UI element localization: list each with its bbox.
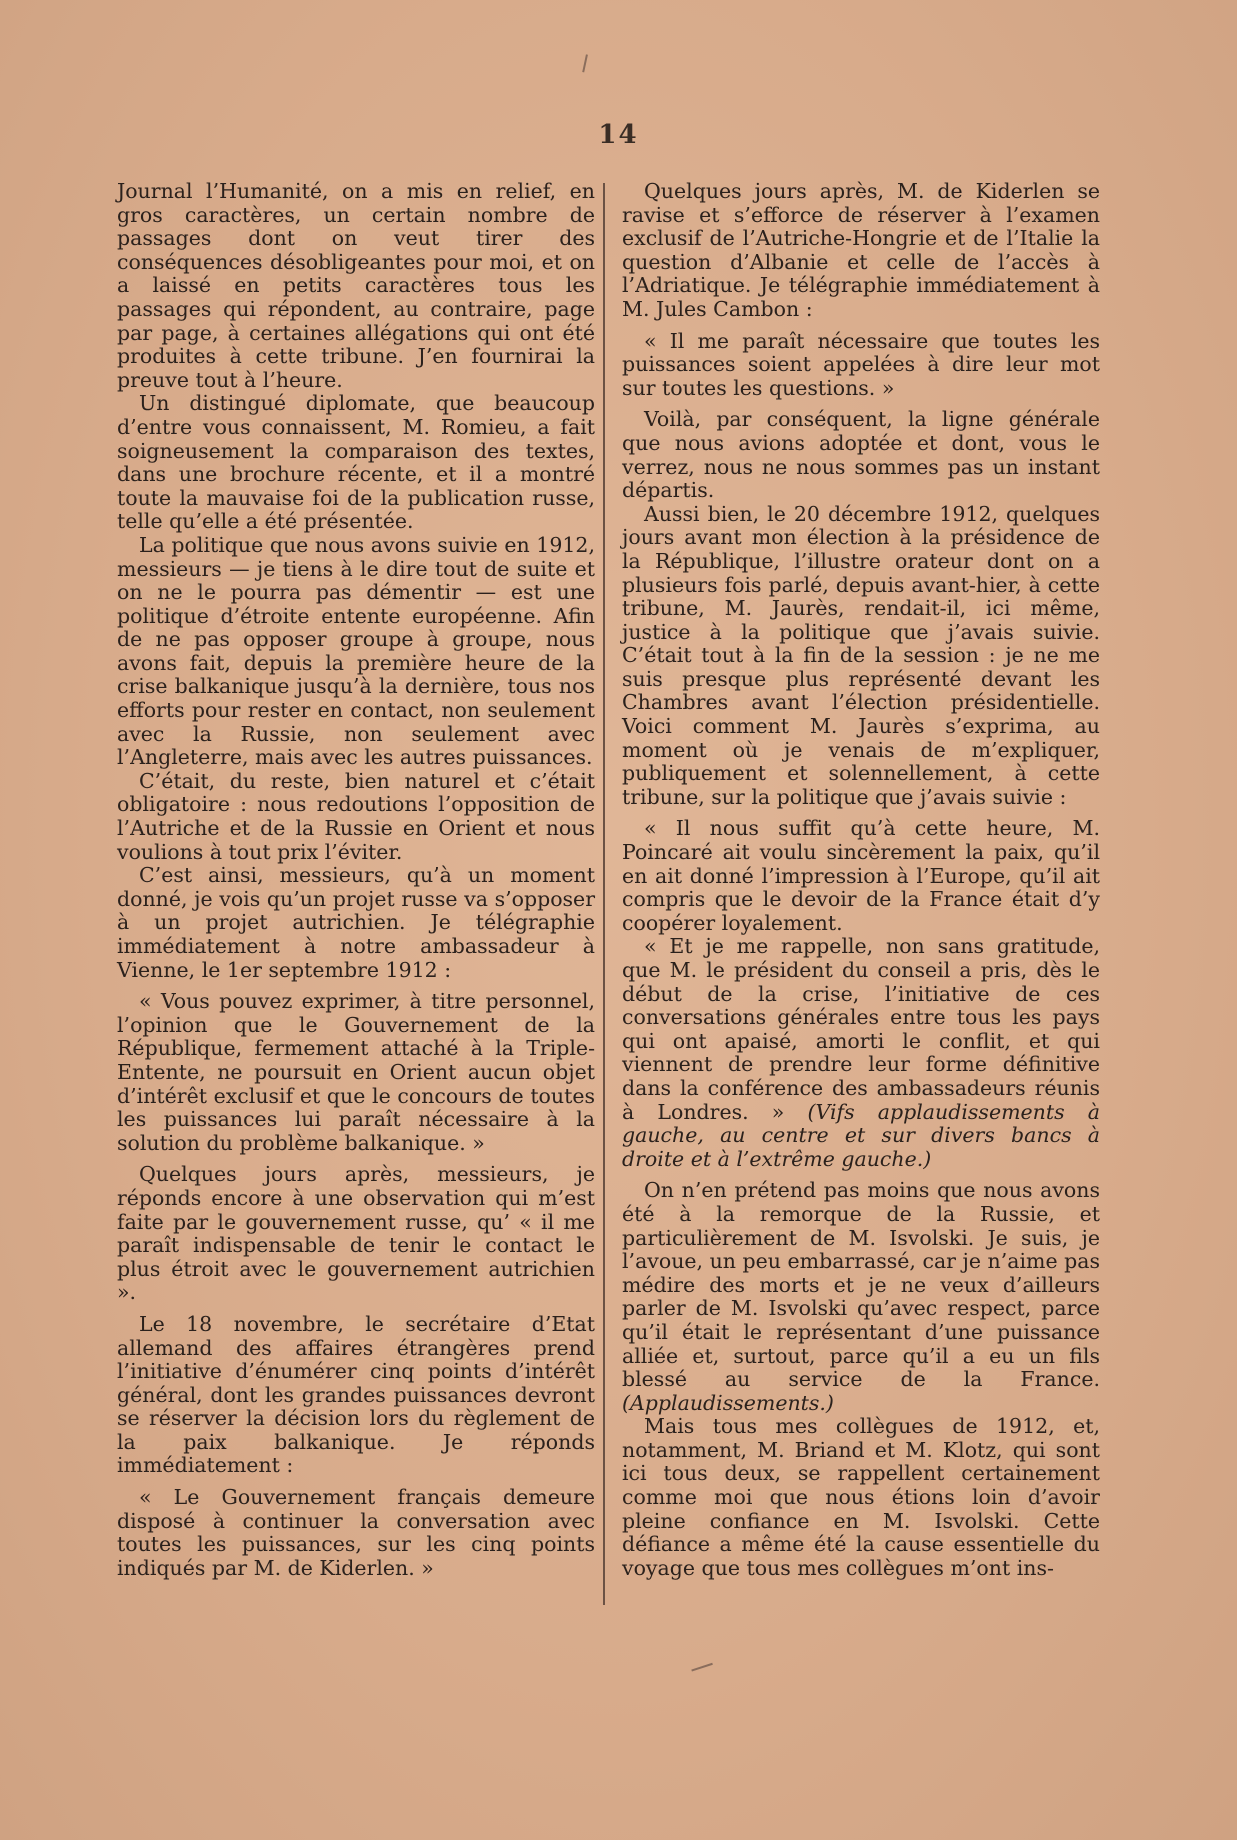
paragraph-text: Quelques jours après, messieurs, je réponds encore à une observation qui m’est faite par le gouvernement russe, qu’ « il me paraît indispensable de tenir le contact le plus étroit avec le gouvernement autrichien ». [117, 1162, 595, 1305]
paragraph [117, 392, 595, 534]
paragraph-text: Voilà, par conséquent, la ligne générale que nous avions adoptée et dont, vous le verrez, nous ne nous sommes pas un instant départis. [622, 407, 1100, 503]
paragraph [622, 408, 1100, 502]
paragraph-text: « Le Gouvernement français demeure disposé à continuer la conversation avec toutes les puissances, sur les cinq points indiqués par M. de Kiderlen. » [117, 1485, 595, 1580]
paragraph-text: Journal l’Humanité, on a mis en relief, en gros caractères, un certain nombre de passages dont on veut tirer des conséquences désobligeantes pour moi, et on a laissé en petits caractères tous les passages qui répondent, au contraire, page par page, à certaines allégations qui ont été produites à cette tribune. J’en fournirai la preuve tout à l’heure. [117, 179, 595, 392]
right-column [622, 180, 1100, 1580]
paragraph [117, 1163, 595, 1305]
paragraph [622, 817, 1100, 935]
paragraph [622, 180, 1100, 322]
paper-mark [691, 1663, 714, 1677]
applause-note: (Vifs applaudissements à gauche, au centre et sur divers bancs à droite et à l’extrême gauche.) [622, 1099, 1100, 1171]
page-number: 14 [598, 120, 639, 150]
paragraph-text: Un distingué diplomate, que beaucoup d’entre vous connaissent, M. Romieu, a fait soigneusement la comparaison des textes, dans une brochure récente, et il a montré toute la mauvaise foi de la publication russe, telle qu’elle a été présentée. [117, 391, 595, 534]
paragraph [622, 330, 1100, 401]
paragraph-text: Aussi bien, le 20 décembre 1912, quelques jours avant mon élection à la présidence de la République, l’illustre orateur dont on a plusieurs fois parlé, depuis avant-hier, à cette tribune, M. Jaurès, rendait-il, ici même, justice à la politique que j’avais suivie. C’était tout à la fin de la session : je ne me suis presque plus représenté devant les Chambres avant l’élection présidentielle. Voici comment M. Jaurès s’exprima, au moment où je venais de m’expliquer, publiquement et solennellement, à cette tribune, sur la politique que j’avais suivie : [622, 501, 1100, 809]
left-column [117, 180, 595, 1580]
applause-note: (Applaudissements.) [622, 1390, 834, 1415]
paragraph-text: Le 18 novembre, le secrétaire d’Etat allemand des affaires étrangères prend l’initiative d’énumérer cinq points d’intérêt général, dont les grandes puissances devront se réserver la décision lors du règlement de la paix balkanique. Je réponds immédiatement : [117, 1311, 595, 1478]
paragraph [117, 864, 595, 982]
paragraph [117, 990, 595, 1155]
paragraph-text: « Et je me rappelle, non sans gratitude, que M. le président du conseil a pris, dès le début de la crise, l’initiative de ces conversations générales entre tous les pays qui ont apaisé, amorti le conflit, et qui viennent de prendre leur forme définitive dans la conférence des ambassadeurs réunis à Londres. » [622, 934, 1100, 1124]
paragraph-text: Quelques jours après, M. de Kiderlen se ravise et s’efforce de réserver à l’examen exclusif de l’Autriche-Hongrie et de l’Italie la question d’Albanie et celle de l’accès à l’Adriatique. Je télégraphie immédiatement à M. Jules Cambon : [622, 179, 1100, 321]
paragraph-text: C’était, du reste, bien naturel et c’était obligatoire : nous redoutions l’opposition de l’Autriche et de la Russie en Orient et nous voulions à tout prix l’éviter. [117, 768, 595, 864]
paragraph [622, 1179, 1100, 1415]
paragraph-text: On n’en prétend pas moins que nous avons été à la remorque de la Russie, et particulièrement de M. Isvolski. Je suis, je l’avoue, un peu embarrassé, car je n’aime pas médire des morts et je ne veux d’ailleurs parler de M. Isvolski qu’avec respect, parce qu’il était le représentant d’une puissance alliée et, surtout, parce qu’il a eu un fils blessé au service de la France. [622, 1178, 1100, 1392]
paragraph-text: Mais tous mes collègues de 1912, et, notamment, M. Briand et M. Klotz, qui sont ici tous deux, se rappellent certainement comme moi que nous étions loin d’avoir pleine confiance en M. Isvolski. Cette défiance a même été la cause essentielle du voyage que tous mes collègues m’ont ins- [622, 1414, 1100, 1580]
paragraph-text: « Il me paraît nécessaire que toutes les puissances soient appelées à dire leur mot sur toutes les questions. » [622, 328, 1100, 400]
paragraph [117, 770, 595, 864]
paragraph [117, 1486, 595, 1580]
paragraph [622, 935, 1100, 1171]
column-divider [603, 183, 605, 1605]
paragraph [622, 1415, 1100, 1580]
paragraph [117, 180, 595, 392]
paragraph-text: « Vous pouvez exprimer, à titre personnel, l’opinion que le Gouvernement de la République, fermement attaché à la Triple-Entente, ne poursuit en Orient aucun objet d’intérêt exclusif et que le concours de toutes les puissances lui paraît nécessaire à la solution du problème balkanique. » [117, 989, 595, 1155]
paragraph [622, 503, 1100, 810]
paragraph [117, 534, 595, 770]
paragraph [117, 1313, 595, 1478]
paragraph-text: La politique que nous avons suivie en 1912, messieurs — je tiens à le dire tout de suite et on ne le pourra pas démentir — est une politique d’étroite entente européenne. Afin de ne pas opposer groupe à groupe, nous avons fait, depuis la première heure de la crise balkanique jusqu’à la dernière, tous nos efforts pour rester en contact, non seulement avec la Russie, non seulement avec l’Angleterre, mais avec les autres puissances. [117, 532, 595, 770]
paragraph-text: « Il nous suffit qu’à cette heure, M. Poincaré ait voulu sincèrement la paix, qu’il en ait donné l’impression à l’Europe, qu’il ait compris que le devoir de la France était d’y coopérer loyalement. [622, 816, 1100, 935]
paper-mark [582, 54, 594, 73]
paragraph-text: C’est ainsi, messieurs, qu’à un moment donné, je vois qu’un projet russe va s’opposer à un projet autrichien. Je télégraphie immédiatement à notre ambassadeur à Vienne, le 1er septembre 1912 : [117, 863, 595, 982]
